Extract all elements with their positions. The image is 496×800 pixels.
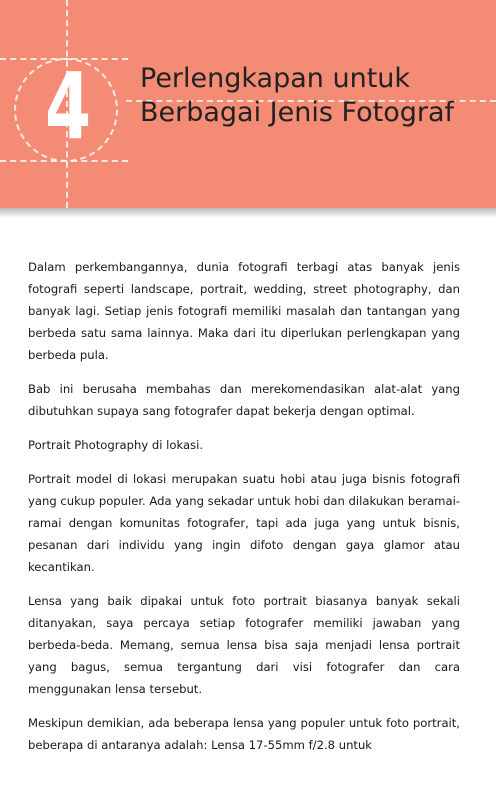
chapter-title-line-1: Perlengkapan untuk [140,63,411,94]
chapter-title-line-2: Berbagai Jenis Fotograf [140,97,455,128]
paragraph: Portrait model di lokasi merupakan suatu hobi atau juga bisnis fotografi yang cukup populer. Ada yang sekadar untuk hobi dan dilakukan beramai-ramai dengan komunitas fotografer, tapi ada juga yang untuk bisnis, pesanan dari individu yang ingin difoto dengan gaya glamor atau kecantikan. [28,472,460,574]
body-text [28,256,460,768]
paragraph: Meskipun demikian, ada beberapa lensa yang populer untuk foto portrait, beberapa di antaranya adalah: Lensa 17-55mm f/2.8 untuk [28,716,460,752]
chapter-number: 4 [44,53,92,160]
paragraph: Dalam perkembangannya, dunia fotografi terbagi atas banyak jenis fotografi seperti landscape, portrait, wedding, street photography, dan banyak lagi. Setiap jenis fotografi memiliki masalah dan tantangan yang berbeda satu sama lainnya. Maka dari itu diperlukan perlengkapan yang berbeda pula. [28,260,460,362]
header-shadow [0,208,496,218]
chapter-title [140,62,496,130]
section-heading: Portrait Photography di lokasi. [28,438,204,452]
paragraph: Lensa yang baik dipakai untuk foto portrait biasanya banyak sekali ditanyakan, saya percaya setiap fotografer memiliki jawaban yang berbeda-beda. Memang, semua lensa bisa saja menjadi lensa portrait yang bagus, semua tergantung dari visi fotografer dan cara menggunakan lensa tersebut. [28,594,460,696]
chapter-header [0,0,496,208]
paragraph: Bab ini berusaha membahas dan merekomendasikan alat-alat yang dibutuhkan supaya sang fotografer dapat bekerja dengan optimal. [28,382,460,418]
